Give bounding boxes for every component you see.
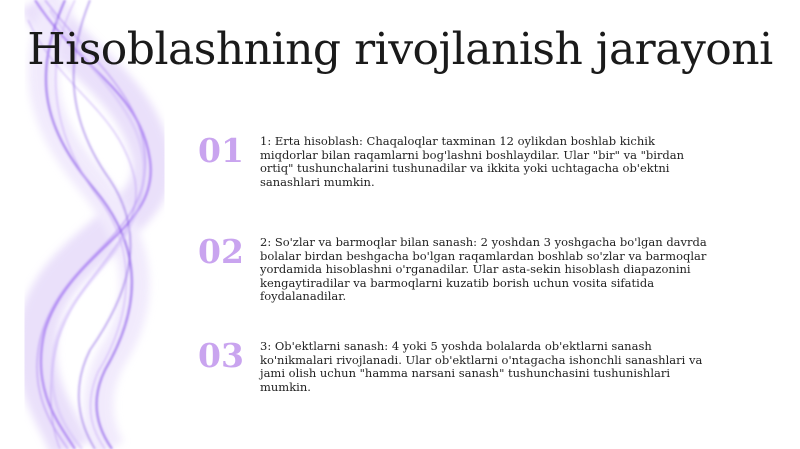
step-text: 2: So'zlar va barmoqlar bilan sanash: 2 yoshdan 3 yoshgacha bo'lgan davrda bolalar birdan beshgacha bo'lgan raqamlardan boshlab so'zlar va barmoqlar yordamida hisoblashni o'rganadilar. Ular asta-sekin hisoblash diapazonini kengaytiradilar va barmoqlarni kuzatib borish uchun vosita sifatida foydalanadilar.: [260, 235, 707, 303]
step-text: 1: Erta hisoblash: Chaqaloqlar taxminan 12 oylikdan boshlab kichik miqdorlar bilan raqamlarni bog'lashni boshlaydilar. Ular "bir" va "birdan ortiq" tushunchalarini tushunadilar va ikkita yoki uchtagacha ob'ektni sanashlari mumkin.: [260, 134, 685, 189]
step-number: 02: [198, 232, 244, 271]
step-number: 01: [198, 131, 244, 170]
step-text: 3: Ob'ektlarni sanash: 4 yoki 5 yoshda bolalarda ob'ektlarni sanash ko'nikmalari rivojlanadi. Ular ob'ektlarni o'ntagacha ishonchli sanashlari va jami olish uchun "hamma narsani sanash" tushunchasini tushunishlari mumkin.: [260, 339, 703, 394]
step-number: 03: [198, 336, 244, 375]
slide-title: Hisoblashning rivojlanish jarayoni: [27, 24, 773, 75]
